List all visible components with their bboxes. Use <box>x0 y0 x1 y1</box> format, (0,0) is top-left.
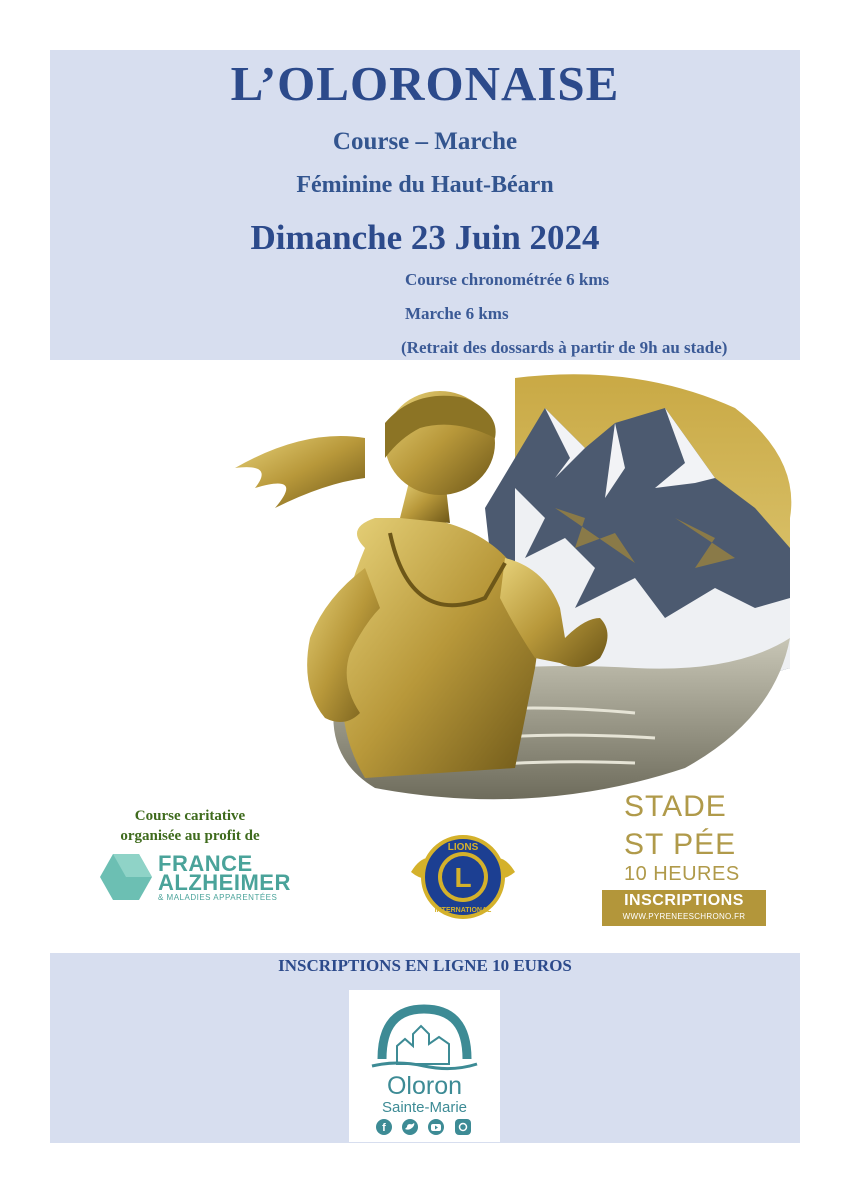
lions-international-logo <box>403 832 523 922</box>
charity-line-1: Course caritative <box>134 808 246 824</box>
info-marche: Marche 6 kms <box>405 304 509 323</box>
svg-text:f: f <box>382 1122 386 1134</box>
facebook-icon[interactable] <box>376 1119 392 1135</box>
hexagon-icon <box>100 854 152 900</box>
oloron-subname: Sainte-Marie <box>381 1099 468 1116</box>
inscriptions-badge-url[interactable]: WWW.PYRENEESCHRONO.FR <box>622 912 746 921</box>
event-date: Dimanche 23 Juin 2024 <box>250 218 600 257</box>
lions-letter: L <box>454 862 472 893</box>
oloron-logo <box>349 990 500 1142</box>
social-icons <box>375 1118 475 1136</box>
info-course: Course chronométrée 6 kms <box>405 270 610 289</box>
venue-line-time: 10 HEURES <box>624 863 740 885</box>
venue-line-stade: STADE <box>624 790 727 823</box>
france-alzheimer-line3: & MALADIES APPARENTÉES <box>158 893 278 902</box>
youtube-icon[interactable] <box>428 1119 444 1135</box>
event-subtitle-region: Féminine du Haut-Béarn <box>296 172 554 198</box>
town-arch-icon <box>367 1004 482 1074</box>
instagram-icon[interactable] <box>455 1119 471 1135</box>
event-title: L’OLORONAISE <box>230 56 620 111</box>
france-alzheimer-line2: ALZHEIMER <box>158 870 291 895</box>
oloron-name: Oloron <box>386 1072 463 1100</box>
inscriptions-badge[interactable] <box>602 890 766 926</box>
charity-line-2: organisée au profit de <box>120 828 260 844</box>
inscriptions-badge-title: INSCRIPTIONS <box>624 892 744 909</box>
info-retrait: (Retrait des dossards à partir de 9h au stade) <box>401 338 728 357</box>
lions-top-text: LIONS <box>447 842 479 853</box>
lions-bottom-text: INTERNATIONAL <box>434 907 492 914</box>
charity-note <box>95 806 285 846</box>
france-alzheimer-line1: FRANCE <box>158 851 253 876</box>
event-subtitle-type: Course – Marche <box>332 128 518 155</box>
twitter-icon[interactable] <box>402 1119 418 1135</box>
online-registration-note: INSCRIPTIONS EN LIGNE 10 EUROS <box>278 956 572 975</box>
france-alzheimer-logo <box>100 850 340 908</box>
venue-line-name: ST PÉE <box>624 828 737 861</box>
runner-woman-mountains-illustration <box>215 368 800 818</box>
